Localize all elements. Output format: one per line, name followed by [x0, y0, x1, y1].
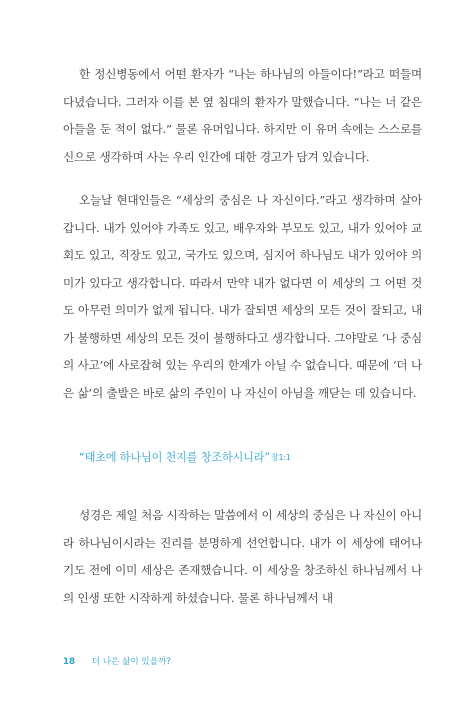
body-paragraph-3: 성경은 제일 처음 시작하는 말씀에서 이 세상의 중심은 나 자신이 아니라 하나님이시라는 진리를 분명하게 선언합니다. 내가 이 세상에 태어나기도 전에 이미 세상은 존재했습니다. 이 세상을 창조하신 하나님께서 나의 인생 또한 시작하게 하셨습니다. 물론 하나님께서 내 [63, 508, 422, 605]
scripture-quote [79, 449, 291, 465]
running-title: 더 나은 삶이 있을까? [91, 657, 171, 667]
scripture-quote-text: “태초에 하나님이 천지를 창조하시니라” [79, 451, 270, 464]
scripture-reference: 창1:1 [270, 453, 291, 462]
body-paragraph-1: 한 정신병동에서 어떤 환자가 “나는 하나님의 아들이다!”라고 떠들며 다녔습니다. 그러자 이를 본 옆 침대의 환자가 말했습니다. “나는 너 같은 아들을 둔 적이 없다.” 물론 유머입니다. 하지만 이 유머 속에는 스스로를 신으로 생각하며 사는 우리 인간에 대한 경고가 담겨 있습니다. [63, 67, 422, 164]
page-footer [63, 655, 171, 667]
body-paragraph-2: 오늘날 현대인들은 “세상의 중심은 나 자신이다.”라고 생각하며 살아갑니다. 내가 있어야 가족도 있고, 배우자와 부모도 있고, 내가 있어야 교회도 있고, 직장도 있고, 국가도 있으며, 심지어 하나님도 내가 있어야 의미가 있다고 생각합니다. 따라서 만약 내가 없다면 이 세상의 그 어떤 것도 아무런 의미가 없게 됩니다. 내가 잘되면 세상의 모든 것이 잘되고, 내가 불행하면 세상의 모든 것이 불행하다고 생각합니다. 그야말로 ‘나 중심의 사고’에 사로잡혀 있는 우리의 한계가 아닐 수 없습니다. 때문에 ‘더 나은 삶’의 출발은 바로 삶의 주인이 나 자신이 아님을 깨닫는 데 있습니다. [63, 193, 422, 400]
page-number: 18 [63, 657, 75, 667]
